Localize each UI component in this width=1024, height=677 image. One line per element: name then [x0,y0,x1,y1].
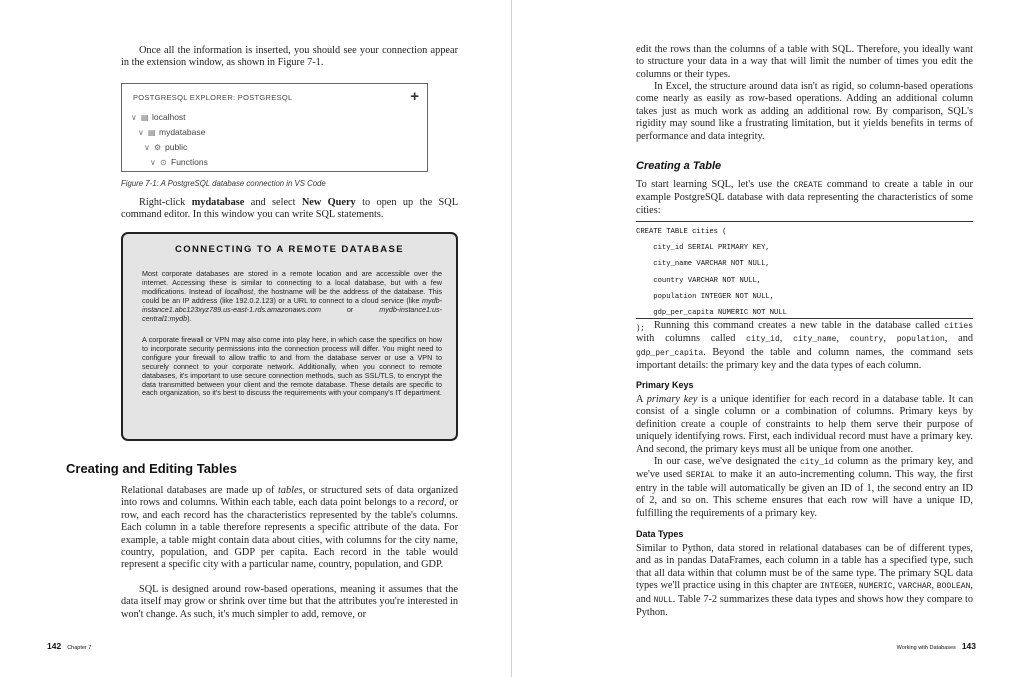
code-line: population INTEGER NOT NULL, [636,292,775,301]
our-case-paragraph: In our case, we've designated the city_id column as the primary key, and we've used SERIAL to make it an auto-incrementing column. This way, the first entry in the table will automatically be given an ID of 1, the second entry an ID of 2, and so on. This scheme ensures that each row will have a unique ID, fulfilling the requirements of a primary key. [636,456,973,519]
chevron-down-icon: ∨ [144,143,150,152]
server-icon: ▤ [141,113,149,122]
data-types-paragraph: Similar to Python, data stored in relational databases can be of different types, and as in pandas DataFrames, each column in a table has a specified type, such that all data within that column must be of the same type. The primary SQL data types we'll practice using in this chapter are INTEGER, NUMERIC, VARCHAR, BOOLEAN, and NULL. Table 7-2 summarizes these data types and shows how they compare to Python. [636,543,973,619]
left-footer [47,641,91,651]
primary-keys-heading: Primary Keys [636,380,694,390]
page-number: 143 [961,641,976,651]
explorer-header: POSTGRESQL EXPLORER: POSTGRESQL [133,93,293,102]
continued-paragraph: edit the rows than the columns of a table with SQL. Therefore, you ideally want to structure your data in a way that will limit the number of times you edit the columns or their types. [636,44,973,80]
tree-item-functions[interactable]: ∨ ⊙ Functions [150,157,208,167]
section-label: Working with Databases [896,645,956,651]
creating-table-heading: Creating a Table [636,160,722,172]
data-types-heading: Data Types [636,529,684,539]
query-paragraph: Right-click mydatabase and select New Query to open up the SQL command editor. In this window you can write SQL statements. [121,197,458,221]
tree-item-mydatabase[interactable]: ∨ ▤ mydatabase [138,127,206,137]
running-paragraph: Running this command creates a new table in the database called cities with columns called city_id, city_name, country, population, and gdp_per_capita. Beyond the table and column names, the command sets important details: the primary key and the data types of each column. [636,320,973,372]
page-number: 142 [47,641,62,651]
remote-database-sidebar [121,232,458,441]
database-icon: ▤ [148,128,156,137]
sidebar-paragraph-2: A corporate firewall or VPN may also come into play here, in which case the specifics on how to incorporate security permissions into the connection process will differ. You might need to configure your firewall to allow traffic to and from the database server or use a VPN to securely connect to your corporate network. Additionally, when you connect to remote databases, it's important to use secure connection methods, such as SSL/TLS, to encrypt the data transmitted between your client and the remote database. These details are specific to each organization, so it's best to discuss the requirements with your company's IT department. [142,335,442,398]
code-line: ); [636,325,645,334]
code-line: gdp_per_capita NUMERIC NOT NULL [636,309,787,318]
tree-item-public[interactable]: ∨ ⚙ public [144,142,188,152]
section-heading: Creating and Editing Tables [66,461,237,476]
chevron-down-icon: ∨ [150,158,156,167]
section-paragraph-1: Relational databases are made up of tables, or structured sets of data organized into rows and columns. Within each table, each data point belongs to a record, or row, and each record has the characteristics represented by the table's columns. Each column in a table therefore represents a specific attribute of the data. For example, a table might contain data about cities, with columns for the city name, country, population, and GDP per capita. Each record in the table would represent a specific city with a particular name, country, population, and GDP. [121,485,458,571]
left-page [0,0,511,677]
excel-paragraph: In Excel, the structure around data isn't as rigid, so column-based operations come nearly as easily as row-based operations. Adding an additional column takes just as much work as adding an additional row. By comparison, SQL's rigidity may sound like a frustrating limitation, but it yields benefits in terms of performance and data integrity. [636,81,973,142]
sql-code-block [636,221,973,334]
chapter-label: Chapter 7 [67,645,92,651]
add-connection-icon[interactable]: + [410,88,419,105]
code-line: country VARCHAR NOT NULL, [636,276,762,285]
tree-item-localhost[interactable]: ∨ ▤ localhost [131,112,186,122]
code-line: city_id SERIAL PRIMARY KEY, [636,244,770,253]
code-line: CREATE TABLE cities ( [636,228,727,236]
primary-key-paragraph: A primary key is a unique identifier for each record in a database table. It can consist of a single column or a combination of columns. Primary keys by definition create a couple of constraints to help them serve their purpose of uniquely identifying rows. First, each individual record must have a primary key. And second, the primary keys must all be unique from one another. [636,394,973,455]
intro-paragraph: Once all the information is inserted, you should see your connection appear in the extension window, as shown in Figure 7-1. [121,45,458,69]
schema-icon: ⚙ [154,143,162,152]
chevron-down-icon: ∨ [138,128,144,137]
figure-caption: Figure 7-1: A PostgreSQL database connection in VS Code [121,179,326,188]
section-paragraph-2: SQL is designed around row-based operations, meaning it assumes that the data itself may grow or shrink over time but that the attributes you're interested in won't change. As such, it's much simpler to add, remove, or [121,584,458,620]
code-line: city_name VARCHAR NOT NULL, [636,260,770,269]
create-paragraph: To start learning SQL, let's use the CREATE command to create a table in our example PostgreSQL database with data representing the characteristics of some cities: [636,179,973,216]
sidebar-title: CONNECTING TO A REMOTE DATABASE [174,244,404,255]
chevron-down-icon: ∨ [131,113,137,122]
right-page [512,0,1024,677]
right-footer [897,641,976,651]
function-icon: ⊙ [160,158,167,167]
postgresql-explorer-panel [121,83,428,172]
sidebar-paragraph-1: Most corporate databases are stored in a remote location and are accessible over the internet. Accessing these is similar to connecting to a local database, but with a few modifications. Instead of localhost, the hostname will be the address of the database. This could be an IP address (like 192.0.2.123) or a URL to connect to a cloud service (like mydb-instance1.abc123xyz789.us-east-1.rds.amazonaws.com or mydb-instance1:us-central1:mydb). [142,269,442,323]
